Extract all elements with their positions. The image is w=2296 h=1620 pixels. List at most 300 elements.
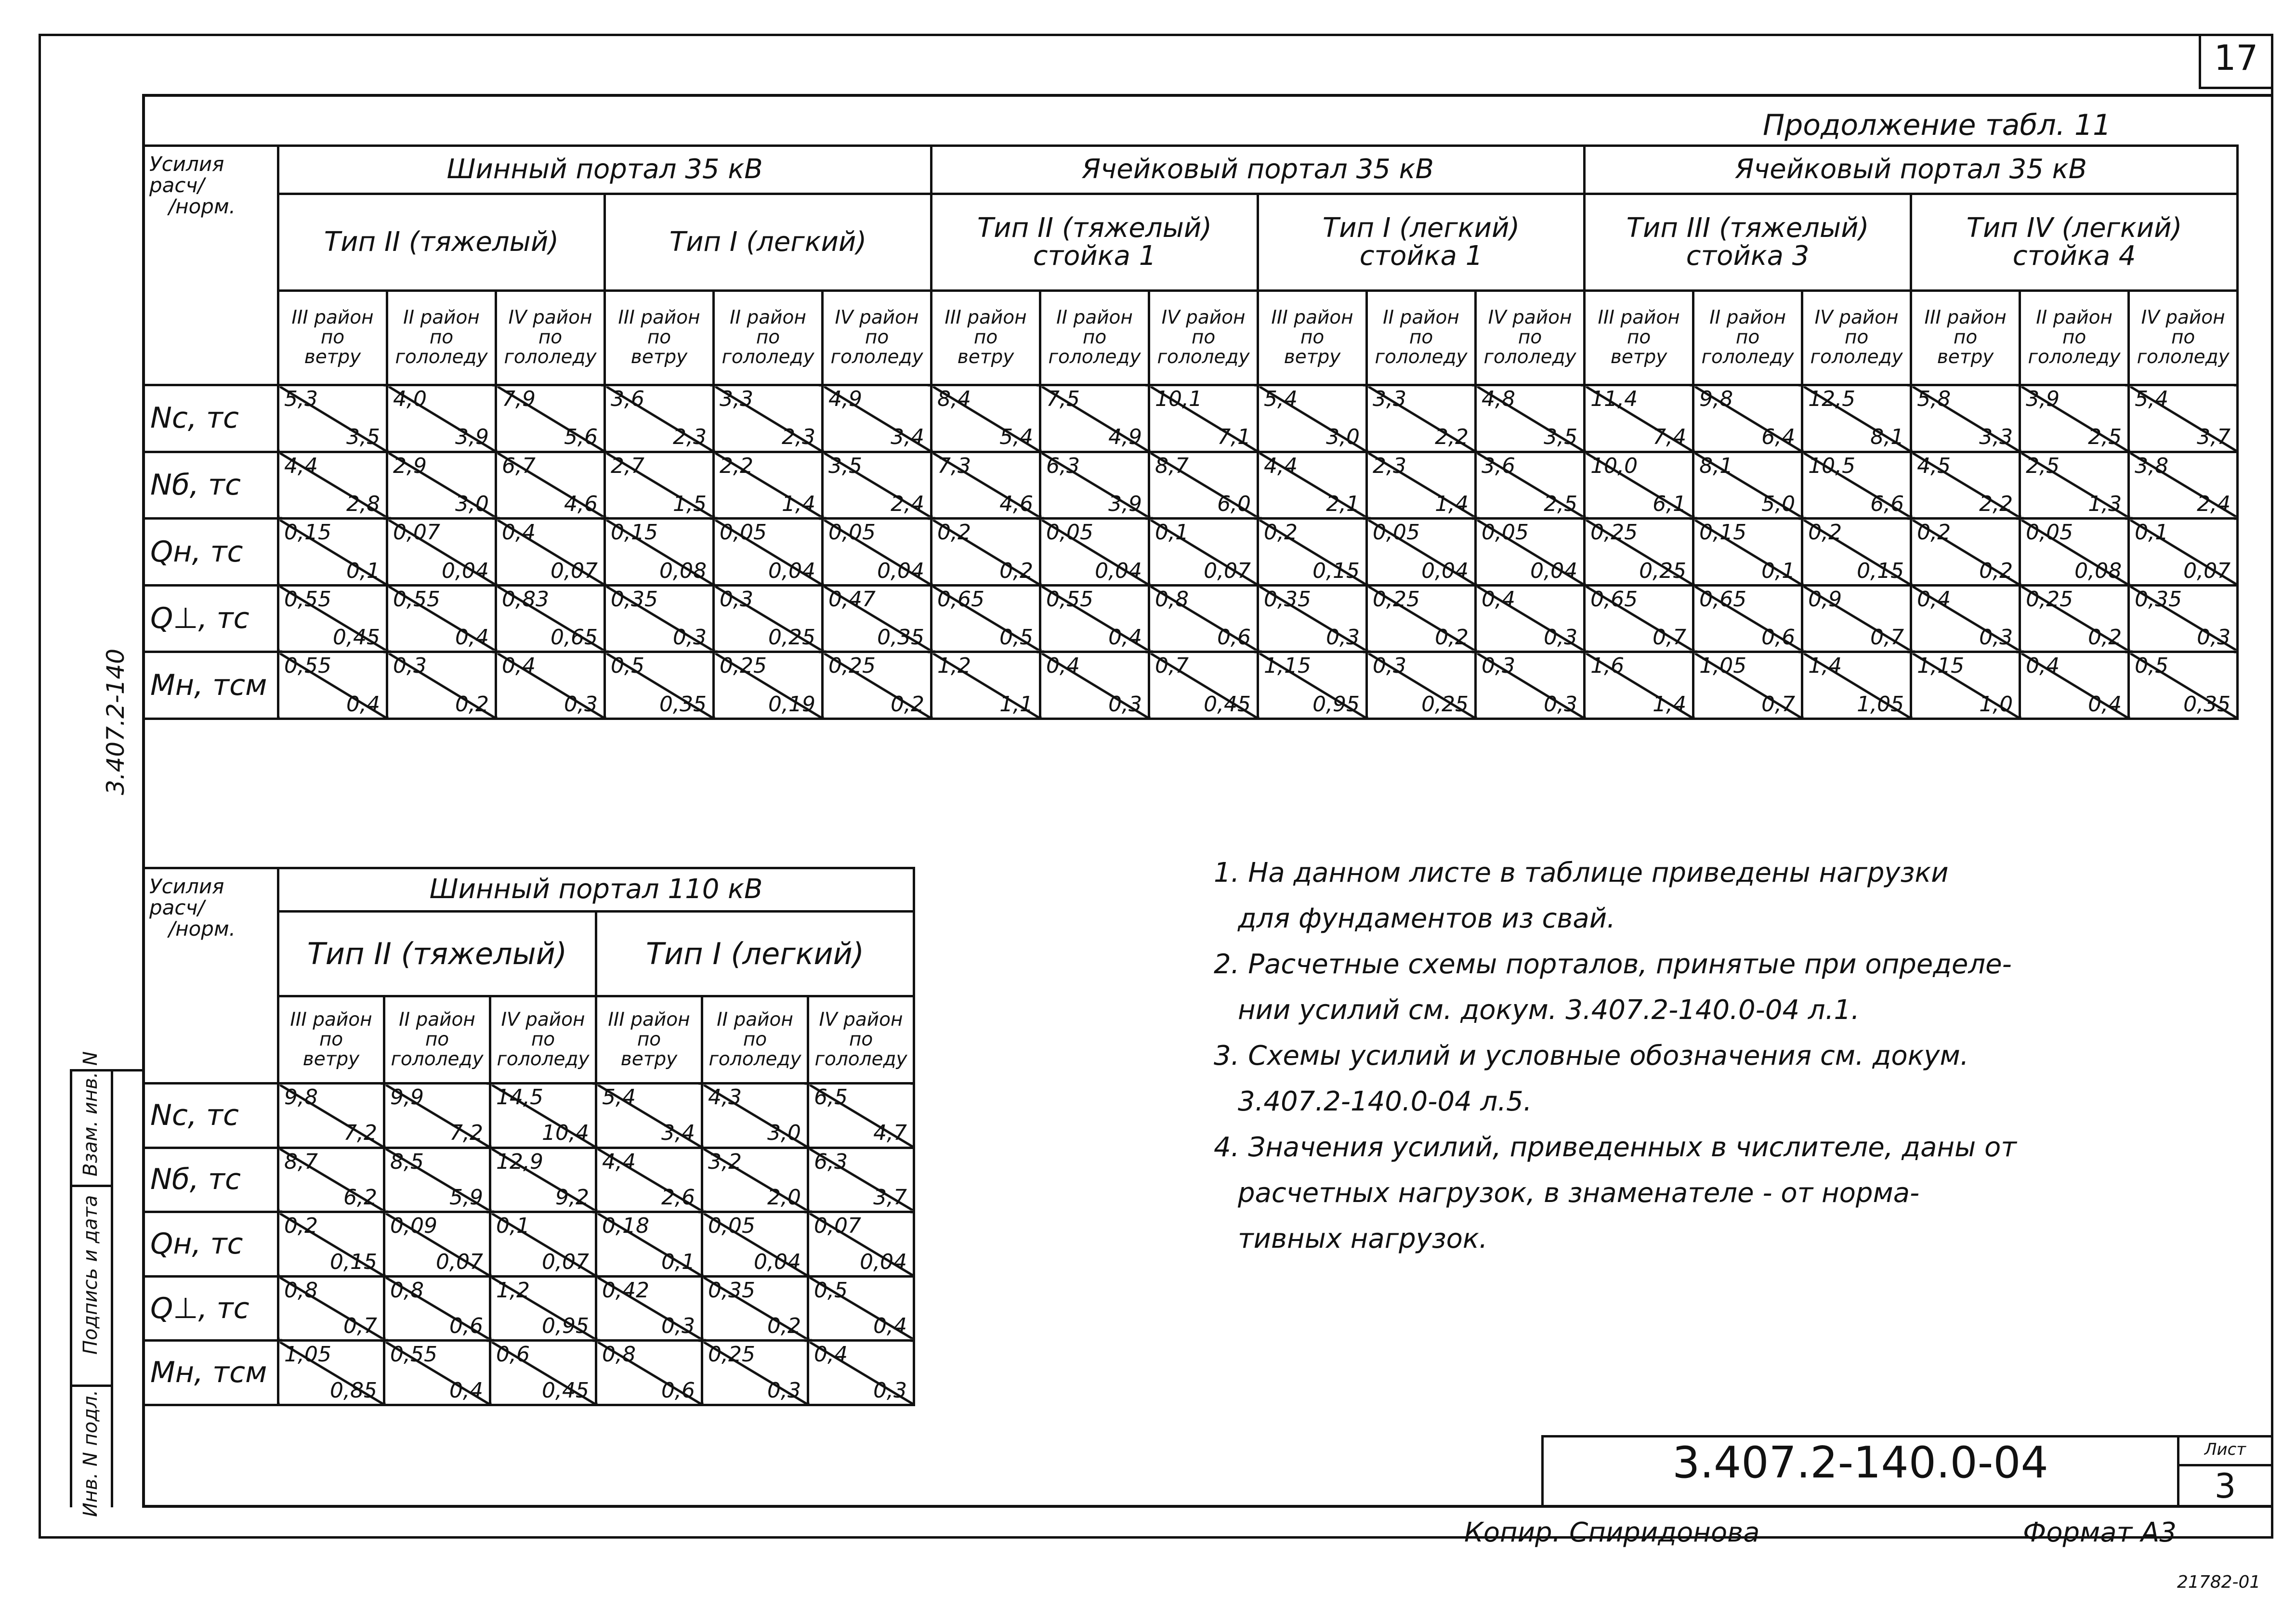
stamp-code: 3.407.2-140.0-04 <box>1672 1437 2048 1488</box>
value-cell <box>596 1212 702 1277</box>
denominator-value: 1,4 <box>782 492 815 517</box>
numerator-value: 11,4 <box>1590 387 1638 412</box>
denominator-value: 0,08 <box>2074 558 2122 583</box>
numerator-value: 1,05 <box>1699 653 1747 679</box>
value-cell <box>823 519 932 586</box>
denominator-value: 6,1 <box>1653 492 1687 517</box>
column-header: III район по ветру <box>605 291 714 385</box>
numerator-value: 0,5 <box>2135 653 2169 679</box>
value-cell <box>596 1084 702 1148</box>
column-header: III район по ветру <box>1585 291 1693 385</box>
denominator-value: 0,4 <box>455 625 489 650</box>
value-cell <box>932 585 1040 652</box>
numerator-value: 0,15 <box>611 520 658 545</box>
numerator-value: 14,5 <box>496 1085 543 1110</box>
type-header: Тип I (легкий) стойка 1 <box>1258 194 1585 291</box>
denominator-value: 0,19 <box>768 692 815 717</box>
type-header: Тип I (легкий) <box>605 194 932 291</box>
row-label: Nб, тс <box>144 452 278 519</box>
value-cell <box>496 452 605 519</box>
type-header: Тип IV (легкий) стойка 4 <box>1911 194 2238 291</box>
denominator-value: 0,3 <box>661 1314 695 1339</box>
denominator-value: 0,3 <box>2197 625 2231 650</box>
denominator-value: 0,07 <box>551 558 598 583</box>
denominator-value: 3,5 <box>1544 425 1578 450</box>
denominator-value: 7,2 <box>343 1121 377 1146</box>
numerator-value: 0,65 <box>1699 587 1747 612</box>
denominator-value: 3,7 <box>873 1185 907 1210</box>
column-header: II район по гололеду <box>1367 291 1476 385</box>
value-cell <box>605 452 714 519</box>
column-header: IV район по гололеду <box>496 291 605 385</box>
numerator-value: 6,3 <box>814 1149 848 1174</box>
numerator-value: 4,5 <box>1917 453 1951 478</box>
numerator-value: 5,4 <box>1264 387 1298 412</box>
numerator-value: 2,5 <box>2026 453 2060 478</box>
note-line: нии усилий см. докум. 3.407.2-140.0-04 л.1. <box>1238 994 1860 1026</box>
value-cell <box>823 385 932 452</box>
numerator-value: 2,7 <box>611 453 644 478</box>
value-cell <box>387 585 496 652</box>
denominator-value: 2,5 <box>2088 425 2122 450</box>
value-cell <box>278 1341 384 1405</box>
numerator-value: 1,6 <box>1590 653 1625 679</box>
value-cell <box>1585 519 1693 586</box>
note-line: 4. Значения усилий, приведенных в числителе, даны от <box>1214 1132 2017 1163</box>
value-cell <box>702 1148 808 1212</box>
value-cell <box>387 652 496 719</box>
numerator-value: 3,6 <box>1482 453 1516 478</box>
column-header: II район по гололеду <box>2020 291 2129 385</box>
page-number: 17 <box>2214 38 2258 78</box>
numerator-value: 0,3 <box>1482 653 1516 679</box>
numerator-value: 6,7 <box>502 453 536 478</box>
denominator-value: 0,07 <box>436 1249 483 1274</box>
group-title: Шинный портал 35 кВ <box>278 146 932 194</box>
column-header: IV район по гололеду <box>2129 291 2238 385</box>
numerator-value: 6,3 <box>1046 453 1080 478</box>
value-cell <box>702 1212 808 1277</box>
row-label: Mн, тсм <box>144 1341 278 1405</box>
value-cell <box>1585 652 1693 719</box>
numerator-value: 0,4 <box>2026 653 2060 679</box>
value-cell <box>278 1084 384 1148</box>
numerator-value: 3,5 <box>828 453 862 478</box>
denominator-value: 0,6 <box>449 1314 483 1339</box>
value-cell <box>1258 652 1367 719</box>
value-cell <box>596 1276 702 1341</box>
value-cell <box>808 1084 914 1148</box>
value-cell <box>714 452 823 519</box>
corner-header: Усилия расч/ /норм. <box>144 868 278 1084</box>
numerator-value: 8,4 <box>937 387 971 412</box>
numerator-value: 0,55 <box>284 587 331 612</box>
denominator-value: 4,7 <box>873 1121 907 1146</box>
table-row <box>144 1276 914 1341</box>
numerator-value: 0,05 <box>1046 520 1094 545</box>
value-cell <box>1802 652 1911 719</box>
denominator-value: 0,65 <box>551 625 598 650</box>
value-cell <box>605 385 714 452</box>
value-cell <box>496 519 605 586</box>
numerator-value: 0,05 <box>708 1214 755 1239</box>
numerator-value: 0,55 <box>1046 587 1094 612</box>
numerator-value: 0,25 <box>1590 520 1638 545</box>
denominator-value: 0,04 <box>877 558 925 583</box>
numerator-value: 0,5 <box>814 1278 848 1303</box>
table-row <box>144 519 2238 586</box>
value-cell <box>932 652 1040 719</box>
denominator-value: 0,3 <box>1326 625 1360 650</box>
numerator-value: 0,09 <box>390 1214 437 1239</box>
denominator-value: 6,6 <box>1870 492 1904 517</box>
note-line: тивных нагрузок. <box>1238 1223 1488 1254</box>
value-cell <box>2020 385 2129 452</box>
denominator-value: 2,2 <box>1979 492 2013 517</box>
numerator-value: 0,55 <box>390 1342 437 1367</box>
value-cell <box>1040 519 1149 586</box>
denominator-value: 0,3 <box>673 625 707 650</box>
numerator-value: 3,8 <box>2135 453 2169 478</box>
denominator-value: 0,7 <box>1653 625 1687 650</box>
denominator-value: 0,3 <box>1544 625 1578 650</box>
numerator-value: 8,7 <box>1155 453 1189 478</box>
denominator-value: 6,4 <box>1761 425 1796 450</box>
denominator-value: 6,2 <box>343 1185 377 1210</box>
value-cell <box>384 1212 490 1277</box>
numerator-value: 5,4 <box>2135 387 2169 412</box>
numerator-value: 0,25 <box>708 1342 755 1367</box>
denominator-value: 0,1 <box>661 1249 695 1274</box>
value-cell <box>823 652 932 719</box>
value-cell <box>1911 452 2020 519</box>
numerator-value: 12,9 <box>496 1149 543 1174</box>
denominator-value: 0,07 <box>542 1249 589 1274</box>
numerator-value: 0,3 <box>393 653 427 679</box>
value-cell <box>1693 652 1802 719</box>
denominator-value: 5,4 <box>999 425 1034 450</box>
value-cell <box>278 585 387 652</box>
column-header: IV район по гололеду <box>490 996 596 1084</box>
value-cell <box>1258 519 1367 586</box>
value-cell <box>1258 452 1367 519</box>
side-label-inv: Инв. N подл. <box>79 1389 102 1517</box>
denominator-value: 2,4 <box>891 492 925 517</box>
value-cell <box>702 1084 808 1148</box>
value-cell <box>808 1341 914 1405</box>
side-divider <box>70 1385 113 1387</box>
numerator-value: 0,65 <box>1590 587 1638 612</box>
denominator-value: 4,6 <box>564 492 598 517</box>
numerator-value: 0,25 <box>828 653 876 679</box>
numerator-value: 1,2 <box>496 1278 530 1303</box>
numerator-value: 3,3 <box>1373 387 1407 412</box>
value-cell <box>278 1276 384 1341</box>
value-cell <box>384 1276 490 1341</box>
value-cell <box>1258 385 1367 452</box>
value-cell <box>823 452 932 519</box>
numerator-value: 0,55 <box>284 653 331 679</box>
value-cell <box>2129 585 2238 652</box>
table-row <box>144 585 2238 652</box>
denominator-value: 3,9 <box>1108 492 1142 517</box>
value-cell <box>1476 652 1585 719</box>
denominator-value: 0,04 <box>768 558 815 583</box>
denominator-value: 0,1 <box>346 558 380 583</box>
numerator-value: 10,5 <box>1808 453 1856 478</box>
denominator-value: 6,0 <box>1217 492 1251 517</box>
denominator-value: 1,5 <box>673 492 707 517</box>
denominator-value: 7,2 <box>449 1121 483 1146</box>
column-header: II район по гололеду <box>1040 291 1149 385</box>
group-title: Ячейковый портал 35 кВ <box>1585 146 2238 194</box>
numerator-value: 0,05 <box>2026 520 2073 545</box>
denominator-value: 0,2 <box>999 558 1034 583</box>
denominator-value: 0,2 <box>455 692 489 717</box>
numerator-value: 0,05 <box>720 520 767 545</box>
value-cell <box>1802 452 1911 519</box>
value-cell <box>596 1341 702 1405</box>
value-cell <box>490 1212 596 1277</box>
numerator-value: 0,35 <box>1264 587 1312 612</box>
denominator-value: 0,4 <box>346 692 380 717</box>
numerator-value: 0,65 <box>937 587 985 612</box>
denominator-value: 0,35 <box>877 625 925 650</box>
value-cell <box>1802 585 1911 652</box>
value-cell <box>596 1148 702 1212</box>
denominator-value: 0,04 <box>1530 558 1578 583</box>
denominator-value: 0,4 <box>2088 692 2122 717</box>
row-label: Q⊥, тс <box>144 1276 278 1341</box>
numerator-value: 9,8 <box>284 1085 318 1110</box>
numerator-value: 8,1 <box>1699 453 1733 478</box>
value-cell <box>1802 519 1911 586</box>
denominator-value: 0,3 <box>873 1378 907 1403</box>
footer-serial: 21782-01 <box>2177 1572 2261 1592</box>
numerator-value: 0,8 <box>1155 587 1189 612</box>
note-line: 2. Расчетные схемы порталов, принятые при определе- <box>1214 949 2012 980</box>
value-cell <box>496 652 605 719</box>
denominator-value: 5,6 <box>564 425 598 450</box>
row-label: Qн, тс <box>144 519 278 586</box>
column-header: III район по ветру <box>1258 291 1367 385</box>
value-cell <box>490 1084 596 1148</box>
value-cell <box>1149 652 1258 719</box>
vertical-doc-code: 3.407.2-140 <box>102 648 130 796</box>
side-divider <box>70 1185 113 1187</box>
denominator-value: 0,6 <box>661 1378 695 1403</box>
column-header: II район по гололеду <box>387 291 496 385</box>
column-header: III район по ветру <box>1911 291 2020 385</box>
numerator-value: 0,55 <box>393 587 440 612</box>
numerator-value: 0,2 <box>937 520 971 545</box>
value-cell <box>605 519 714 586</box>
numerator-value: 4,4 <box>284 453 318 478</box>
column-header: III район по ветру <box>932 291 1040 385</box>
numerator-value: 3,6 <box>611 387 644 412</box>
value-cell <box>278 1212 384 1277</box>
numerator-value: 10,0 <box>1590 453 1638 478</box>
numerator-value: 1,2 <box>937 653 971 679</box>
group-title: Шинный портал 110 кВ <box>278 868 914 912</box>
value-cell <box>605 652 714 719</box>
denominator-value: 0,15 <box>1312 558 1360 583</box>
denominator-value: 10,4 <box>542 1121 589 1146</box>
denominator-value: 0,5 <box>999 625 1034 650</box>
denominator-value: 0,6 <box>1217 625 1251 650</box>
denominator-value: 0,35 <box>2183 692 2231 717</box>
value-cell <box>490 1276 596 1341</box>
value-cell <box>387 519 496 586</box>
denominator-value: 0,95 <box>542 1314 589 1339</box>
value-cell <box>1367 519 1476 586</box>
denominator-value: 3,5 <box>346 425 380 450</box>
denominator-value: 0,2 <box>767 1314 801 1339</box>
numerator-value: 0,4 <box>814 1342 848 1367</box>
denominator-value: 0,45 <box>542 1378 589 1403</box>
numerator-value: 0,47 <box>828 587 876 612</box>
numerator-value: 8,5 <box>390 1149 424 1174</box>
denominator-value: 0,2 <box>2088 625 2122 650</box>
value-cell <box>2020 519 2129 586</box>
value-cell <box>1258 585 1367 652</box>
denominator-value: 0,04 <box>442 558 489 583</box>
column-header: IV район по гололеду <box>1476 291 1585 385</box>
denominator-value: 0,95 <box>1312 692 1360 717</box>
value-cell <box>808 1212 914 1277</box>
numerator-value: 0,3 <box>720 587 753 612</box>
denominator-value: 0,04 <box>1095 558 1142 583</box>
denominator-value: 1,3 <box>2088 492 2122 517</box>
numerator-value: 0,18 <box>602 1214 649 1239</box>
value-cell <box>1693 585 1802 652</box>
column-header: IV район по гололеду <box>808 996 914 1084</box>
denominator-value: 1,4 <box>1653 692 1687 717</box>
numerator-value: 0,2 <box>1264 520 1298 545</box>
value-cell <box>1911 519 2020 586</box>
column-header: III район по ветру <box>278 996 384 1084</box>
side-label-replace: Взам. инв. N <box>79 1051 102 1176</box>
value-cell <box>2129 519 2238 586</box>
numerator-value: 8,7 <box>284 1149 318 1174</box>
row-label: Nc, тс <box>144 385 278 452</box>
value-cell <box>1149 385 1258 452</box>
value-cell <box>490 1341 596 1405</box>
side-strip-left <box>70 1069 72 1507</box>
denominator-value: 3,0 <box>767 1121 801 1146</box>
value-cell <box>1149 519 1258 586</box>
table-row <box>144 1084 914 1148</box>
numerator-value: 12,5 <box>1808 387 1856 412</box>
numerator-value: 4,4 <box>1264 453 1298 478</box>
value-cell <box>702 1341 808 1405</box>
value-cell <box>2020 585 2129 652</box>
value-cell <box>1367 585 1476 652</box>
type-header: Тип III (тяжелый) стойка 3 <box>1585 194 1911 291</box>
value-cell <box>808 1148 914 1212</box>
numerator-value: 6,5 <box>814 1085 848 1110</box>
numerator-value: 0,2 <box>1808 520 1842 545</box>
denominator-value: 0,07 <box>2183 558 2231 583</box>
denominator-value: 0,1 <box>1761 558 1796 583</box>
stamp-sheet-number: 3 <box>2214 1466 2236 1506</box>
denominator-value: 1,4 <box>1435 492 1469 517</box>
denominator-value: 3,4 <box>661 1121 695 1146</box>
denominator-value: 0,2 <box>1979 558 2013 583</box>
numerator-value: 0,07 <box>814 1214 861 1239</box>
denominator-value: 0,15 <box>1857 558 1904 583</box>
denominator-value: 2,2 <box>1435 425 1469 450</box>
value-cell <box>932 519 1040 586</box>
value-cell <box>932 452 1040 519</box>
numerator-value: 0,8 <box>284 1278 318 1303</box>
value-cell <box>1585 385 1693 452</box>
numerator-value: 0,15 <box>1699 520 1747 545</box>
numerator-value: 4,4 <box>602 1149 636 1174</box>
denominator-value: 0,85 <box>330 1378 377 1403</box>
value-cell <box>1040 452 1149 519</box>
denominator-value: 1,0 <box>1979 692 2013 717</box>
row-label: Nб, тс <box>144 1148 278 1212</box>
denominator-value: 2,0 <box>767 1185 801 1210</box>
column-header: IV район по гололеду <box>823 291 932 385</box>
numerator-value: 1,15 <box>1917 653 1965 679</box>
numerator-value: 0,07 <box>393 520 440 545</box>
denominator-value: 3,9 <box>455 425 489 450</box>
row-label: Qн, тс <box>144 1212 278 1277</box>
denominator-value: 2,6 <box>661 1185 695 1210</box>
column-header: IV район по гололеду <box>1149 291 1258 385</box>
value-cell <box>714 385 823 452</box>
value-cell <box>384 1341 490 1405</box>
value-cell <box>496 385 605 452</box>
numerator-value: 0,4 <box>502 653 536 679</box>
value-cell <box>1149 452 1258 519</box>
value-cell <box>714 585 823 652</box>
numerator-value: 0,9 <box>1808 587 1842 612</box>
column-header: II район по гололеду <box>714 291 823 385</box>
value-cell <box>2020 652 2129 719</box>
denominator-value: 0,25 <box>768 625 815 650</box>
denominator-value: 5,9 <box>449 1185 483 1210</box>
note-line: 1. На данном листе в таблице приведены нагрузки <box>1214 857 1949 888</box>
numerator-value: 2,2 <box>720 453 753 478</box>
corner-header: Усилия расч/ /норм. <box>144 146 278 385</box>
denominator-value: 1,05 <box>1857 692 1904 717</box>
denominator-value: 7,4 <box>1653 425 1687 450</box>
denominator-value: 9,2 <box>555 1185 589 1210</box>
column-header: II район по гололеду <box>384 996 490 1084</box>
row-label: Nc, тс <box>144 1084 278 1148</box>
value-cell <box>1367 452 1476 519</box>
numerator-value: 5,3 <box>284 387 318 412</box>
numerator-value: 0,8 <box>390 1278 424 1303</box>
denominator-value: 0,04 <box>1421 558 1469 583</box>
footer-format: Формат А3 <box>2023 1517 2177 1548</box>
type-header: Тип II (тяжелый) <box>278 912 596 996</box>
numerator-value: 4,8 <box>1482 387 1516 412</box>
denominator-value: 0,3 <box>564 692 598 717</box>
denominator-value: 0,3 <box>1979 625 2013 650</box>
continuation-label: Продолжение табл. 11 <box>1763 108 2112 142</box>
denominator-value: 0,2 <box>891 692 925 717</box>
denominator-value: 0,4 <box>873 1314 907 1339</box>
value-cell <box>932 385 1040 452</box>
denominator-value: 0,3 <box>1108 692 1142 717</box>
denominator-value: 0,35 <box>659 692 707 717</box>
value-cell <box>1476 385 1585 452</box>
denominator-value: 0,7 <box>1761 692 1796 717</box>
